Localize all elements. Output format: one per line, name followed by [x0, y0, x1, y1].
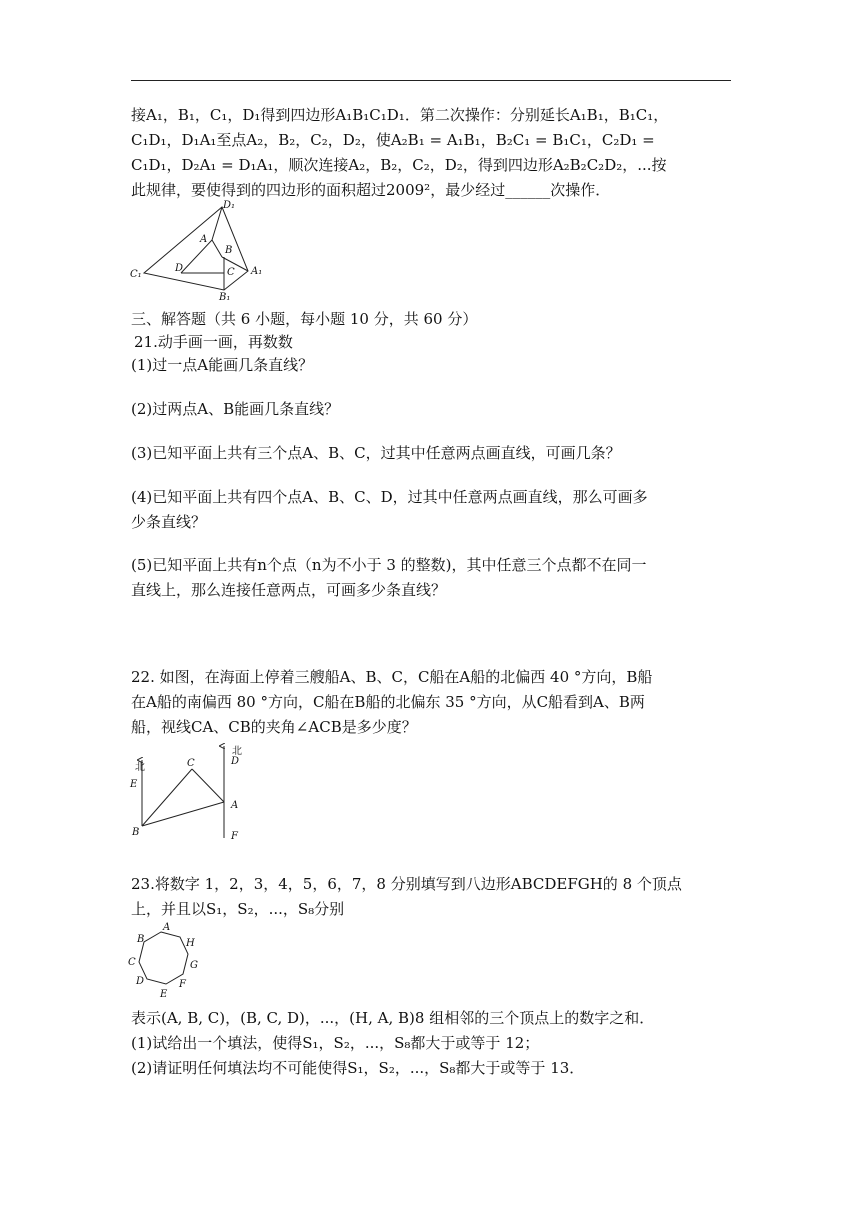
q21-part-1: [131, 353, 735, 378]
q22-ships-figure: [128, 740, 248, 845]
fig-label-C: C: [227, 267, 235, 278]
q20-quadrilateral-figure: [128, 197, 273, 303]
fig-vertex-C: C: [128, 957, 136, 968]
fig-vertex-E: E: [160, 989, 168, 1000]
q21-part-2-text: (2)过两点A、B能画几条直线？: [131, 400, 340, 418]
section-3-heading-text: 三、解答题（共 6 小题，每小题 10 分，共 60 分）: [131, 310, 478, 328]
fig-label-D: D: [231, 756, 240, 767]
q20-line-3: C₁D₁，D₂A₁ = D₁A₁，顺次连接A₂，B₂，C₂，D₂，得到四边形A₂B₂C₂D₂，...按: [131, 156, 667, 174]
fig-vertex-H: H: [186, 938, 195, 949]
fig-label-A: A: [231, 800, 239, 811]
fig-label-E: E: [130, 779, 138, 790]
q21-part-5-line-1: (5)已知平面上共有n个点（n为不小于 3 的整数)，其中任意三个点都不在同一: [131, 556, 647, 574]
fig-label-F: F: [231, 831, 238, 842]
q23-line-3: 表示(A, B, C)，(B, C, D)，...，(H, A, B)8 组相邻的三个顶点上的数字之和．: [131, 1009, 655, 1027]
fig-label-A1: A₁: [251, 266, 263, 277]
q23-text-top: [131, 872, 735, 922]
q22-text: [131, 665, 735, 740]
q20-text: [131, 103, 735, 203]
fig-vertex-D: D: [136, 976, 145, 987]
fig-north-right-label: 北: [232, 746, 242, 757]
q21-part-4-line-1: (4)已知平面上共有四个点A、B、C、D，过其中任意两点画直线，那么可画多: [131, 488, 648, 506]
q21-title-text: 21.动手画一画，再数数: [134, 333, 293, 351]
q23-part-1: (1)试给出一个填法，使得S₁，S₂，...，S₈都大于或等于 12；: [131, 1034, 540, 1052]
q21-part-2: [131, 397, 735, 422]
q23-octagon-figure: [126, 920, 206, 1002]
q20-line-2: C₁D₁，D₁A₁至点A₂，B₂，C₂，D₂，使A₂B₁ = A₁B₁，B₂C₁ = B₁C₁，C₂D₁ =: [131, 131, 655, 149]
fig-vertex-F: F: [179, 979, 186, 990]
q21-part-3: [131, 441, 735, 466]
fig-label-C1: C₁: [130, 269, 142, 280]
q22-line-2: 在A船的南偏西 80 °方向，C船在B船的北偏东 35 °方向，从C船看到A、B两: [131, 693, 645, 711]
q23-text-bottom: [131, 1006, 735, 1081]
q23-line-1: 23.将数字 1，2，3，4，5，6，7，8 分别填写到八边形ABCDEFGH的 8 个顶点: [131, 875, 682, 893]
fig-vertex-B: B: [137, 934, 145, 945]
q22-line-1: 22. 如图，在海面上停着三艘船A、B、C，C船在A船的北偏西 40 °方向，B船: [131, 668, 653, 686]
fig-label-B: B: [225, 245, 233, 256]
q22-line-3: 船，视线CA、CB的夹角∠ACB是多少度？: [131, 718, 417, 736]
fig-label-D1: D₁: [223, 200, 236, 211]
q21-part-1-text: (1)过一点A能画几条直线？: [131, 356, 314, 374]
q21-part-4-line-2: 少条直线？: [131, 513, 207, 531]
q21-part-5: [131, 553, 735, 603]
q20-line-1: 接A₁，B₁，C₁，D₁得到四边形A₁B₁C₁D₁．第二次操作：分别延长A₁B₁，B₁C₁，: [131, 106, 669, 124]
fig-vertex-A: A: [163, 922, 171, 933]
header-rule: [131, 80, 731, 81]
q20-line-4: 此规律，要使得到的四边形的面积超过2009²，最少经过______次操作．: [131, 181, 611, 199]
fig-label-B: B: [132, 827, 140, 838]
fig-label-D: D: [175, 263, 184, 274]
q23-line-2: 上，并且以S₁，S₂，...，S₈分别: [131, 900, 345, 918]
fig-label-C: C: [187, 758, 195, 769]
fig-label-B1: B₁: [219, 292, 231, 303]
q21-title: [134, 330, 738, 355]
fig-label-A: A: [200, 234, 208, 245]
fig-vertex-G: G: [190, 960, 198, 971]
q21-part-4: [131, 485, 735, 535]
fig-north-left-label: 北: [135, 762, 145, 773]
q23-part-2: (2)请证明任何填法均不可能使得S₁，S₂，...，S₈都大于或等于 13．: [131, 1059, 585, 1077]
q21-part-3-text: (3)已知平面上共有三个点A、B、C，过其中任意两点画直线，可画几条？: [131, 444, 621, 462]
q21-part-5-line-2: 直线上，那么连接任意两点，可画多少条直线？: [131, 581, 447, 599]
section-3-heading: [131, 307, 735, 332]
